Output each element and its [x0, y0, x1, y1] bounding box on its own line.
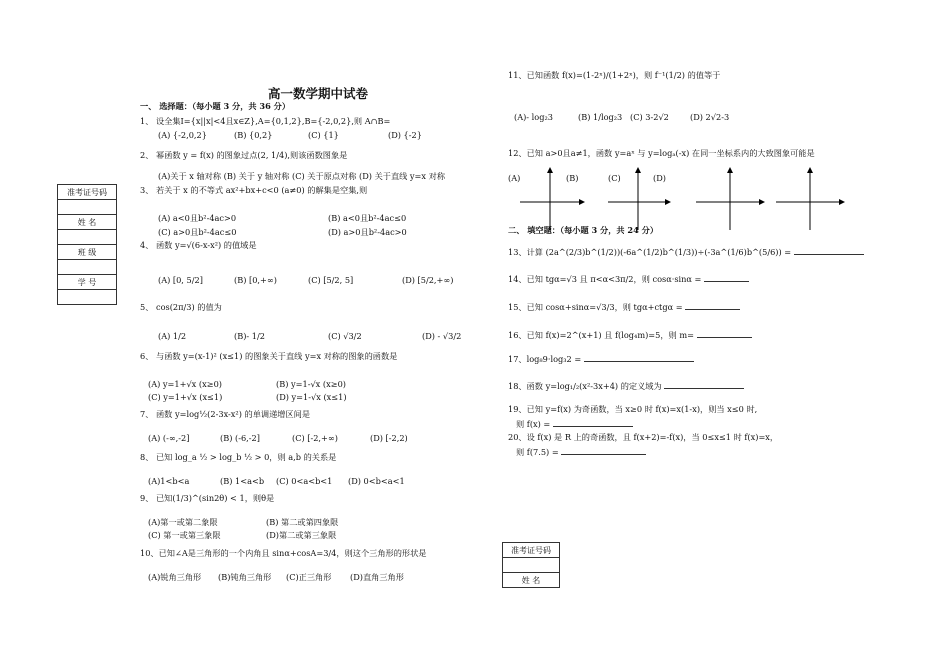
q5-option-d: (D) - √3/2	[422, 331, 462, 341]
q19-line2-text: 则 f(x) =	[516, 419, 551, 429]
q20-line2-text: 则 f(7.5) =	[516, 447, 559, 457]
q1-option-d: (D) {-2}	[388, 130, 422, 140]
question-12: 12、已知 a>0且a≠1，函数 y=aˣ 与 y=logₐ(-x) 在同一坐标系内的大致图象可能是	[508, 148, 815, 158]
q12-option-a: (A)	[508, 173, 521, 183]
right-box-row-name: 姓 名	[503, 573, 560, 588]
q13-answer-blank[interactable]	[794, 246, 864, 255]
question-16	[508, 329, 752, 341]
q10-option-c: (C)正三角形	[286, 572, 332, 582]
q9-option-c: (C) 第一或第三象限	[148, 530, 221, 540]
q11-option-d: (D) 2√2-3	[690, 112, 730, 122]
question-10: 10、已知∠A是三角形的一个内角且 sinα+cosA=3/4，则这个三角形的形状是	[140, 548, 427, 558]
box-row-name: 姓 名	[58, 215, 117, 230]
q10-option-b: (B)钝角三角形	[218, 572, 272, 582]
question-7: 7、 函数 y=log½(2-3x-x²) 的单调递增区间是	[140, 409, 311, 419]
question-13	[508, 246, 864, 258]
question-2: 2、 幂函数 y = f(x) 的图象过点(2, 1/4),则该函数图象是	[140, 150, 348, 160]
q15-stem: 15、已知 cosα+sinα=√3/3，则 tgα+ctgα =	[508, 302, 683, 312]
q1-option-c: (C) {1}	[308, 130, 339, 140]
q6-option-d: (D) y=1-√x (x≤1)	[276, 392, 347, 402]
question-19: 19、已知 y=f(x) 为奇函数，当 x≥0 时 f(x)=x(1-x)，则当 x≤0 时,	[508, 404, 758, 414]
q5-option-c: (C) √3/2	[328, 331, 362, 341]
q9-option-d: (D)第二或第三象限	[266, 530, 337, 540]
q12-axes-graphs	[520, 166, 850, 232]
question-11: 11、已知函数 f(x)=(1-2ˣ)/(1+2ˣ)，则 f⁻¹(1/2) 的值等于	[508, 70, 721, 80]
q4-option-d: (D) [5/2,+∞)	[402, 275, 454, 285]
question-18	[508, 380, 744, 392]
q13-stem: 13、计算 (2a^(2/3)b^(1/2))(-6a^(1/2)b^(1/3))÷(-3a^(1/6)b^(5/6)) =	[508, 247, 792, 257]
q12-option-c: (C)	[608, 173, 621, 183]
q8-option-d: (D) 0<b<a<1	[348, 476, 405, 486]
question-5: 5、 cos(2π/3) 的值为	[140, 302, 222, 312]
q7-option-c: (C) [-2,+∞)	[292, 433, 338, 443]
q12-option-d: (D)	[653, 173, 666, 183]
q9-option-a: (A)第一或第二象限	[148, 517, 218, 527]
q6-option-b: (B) y=1-√x (x≥0)	[276, 379, 346, 389]
q14-answer-blank[interactable]	[704, 273, 749, 282]
q11-option-b: (B) 1/log₂3	[578, 112, 623, 122]
q18-stem: 18、函数 y=log₁/₂(x²-3x+4) 的定义域为	[508, 381, 662, 391]
q7-option-d: (D) [-2,2)	[370, 433, 408, 443]
q4-option-c: (C) [5/2, 5]	[308, 275, 354, 285]
q18-answer-blank[interactable]	[664, 380, 744, 389]
q20-line2	[516, 446, 646, 458]
q5-option-a: (A) 1/2	[158, 331, 187, 341]
question-15	[508, 301, 740, 313]
q19-line2	[516, 418, 633, 430]
box-row-class: 班 级	[58, 245, 117, 260]
q1-option-b: (B) {0,2}	[234, 130, 273, 140]
q8-option-c: (C) 0<a<b<1	[276, 476, 333, 486]
q10-option-d: (D)直角三角形	[350, 572, 404, 582]
q7-option-b: (B) (-6,-2]	[220, 433, 260, 443]
question-20: 20、设 f(x) 是 R 上的奇函数，且 f(x+2)=-f(x)，当 0≤x≤1 时 f(x)=x，	[508, 432, 779, 442]
q3-option-d: (D) a>0且b²-4ac>0	[328, 227, 407, 237]
left-info-box	[57, 184, 117, 305]
q10-option-a: (A)锐角三角形	[148, 572, 202, 582]
q20-answer-blank[interactable]	[561, 446, 646, 455]
question-9: 9、 已知(1/3)^(sin2θ) < 1，则θ是	[140, 493, 275, 503]
graph-a-axes	[520, 168, 584, 230]
section-choice-heading: 一、 选择题：（每小题 3 分，共 36 分）	[140, 101, 291, 111]
box-title: 准考证号码	[58, 185, 117, 200]
q3-option-c: (C) a>0且b²-4ac≤0	[158, 227, 237, 237]
q12-option-b: (B)	[566, 173, 579, 183]
q11-option-c: (C) 3-2√2	[630, 112, 669, 122]
q11-option-a: (A)- log₂3	[514, 112, 553, 122]
question-1: 1、 设全集I={x||x|<4且x∈Z},A={0,1,2},B={-2,0,2},则 A∩B=	[140, 116, 391, 126]
paper-title: 高一数学期中试卷	[268, 86, 369, 101]
q1-option-a: (A) {-2,0,2}	[158, 130, 207, 140]
q4-option-a: (A) [0, 5/2]	[158, 275, 203, 285]
box-row-number: 学 号	[58, 275, 117, 290]
q17-answer-blank[interactable]	[584, 353, 694, 362]
graph-d-axes	[776, 168, 844, 230]
q7-option-a: (A) (-∞,-2]	[148, 433, 190, 443]
q16-stem: 16、已知 f(x)=2^(x+1) 且 f(log₄m)=5，则 m=	[508, 330, 694, 340]
question-14	[508, 273, 749, 285]
q15-answer-blank[interactable]	[685, 301, 740, 310]
question-17	[508, 353, 694, 365]
section-fill-heading: 二、 填空题：（每小题 3 分，共 24 分）	[508, 225, 659, 235]
question-6: 6、 与函数 y=(x-1)² (x≤1) 的图象关于直线 y=x 对称的图象的函数是	[140, 351, 398, 361]
q8-option-a: (A)1<b<a	[148, 476, 190, 486]
q3-option-a: (A) a<0且b²-4ac>0	[158, 213, 237, 223]
q9-option-b: (B) 第二或第四象限	[266, 517, 339, 527]
graph-c-axes	[696, 168, 764, 230]
q6-option-c: (C) y=1+√x (x≤1)	[148, 392, 223, 402]
q17-stem: 17、log₈9·log₃2 =	[508, 354, 582, 364]
graph-b-axes	[608, 168, 670, 230]
q19-answer-blank[interactable]	[553, 418, 633, 427]
q16-answer-blank[interactable]	[697, 329, 752, 338]
question-8: 8、 已知 log_a ½ > log_b ½ > 0，则 a,b 的关系是	[140, 452, 337, 462]
q14-stem: 14、已知 tgα=√3 且 π<α<3π/2，则 cosα·sinα =	[508, 274, 702, 284]
question-4: 4、 函数 y=√(6-x-x²) 的值域是	[140, 240, 257, 250]
right-box-title: 准考证号码	[503, 543, 560, 558]
q6-option-a: (A) y=1+√x (x≥0)	[148, 379, 222, 389]
q3-option-b: (B) a<0且b²-4ac≤0	[328, 213, 407, 223]
q8-option-b: (B) 1<a<b	[220, 476, 265, 486]
q2-options: (A)关于 x 轴对称 (B) 关于 y 轴对称 (C) 关于原点对称 (D) 关于直线 y=x 对称	[158, 171, 446, 181]
q4-option-b: (B) [0,+∞)	[234, 275, 277, 285]
question-3: 3、 若关于 x 的不等式 ax²+bx+c<0 (a≠0) 的解集是空集,则	[140, 185, 368, 195]
q5-option-b: (B)- 1/2	[234, 331, 265, 341]
right-info-box	[502, 542, 560, 588]
